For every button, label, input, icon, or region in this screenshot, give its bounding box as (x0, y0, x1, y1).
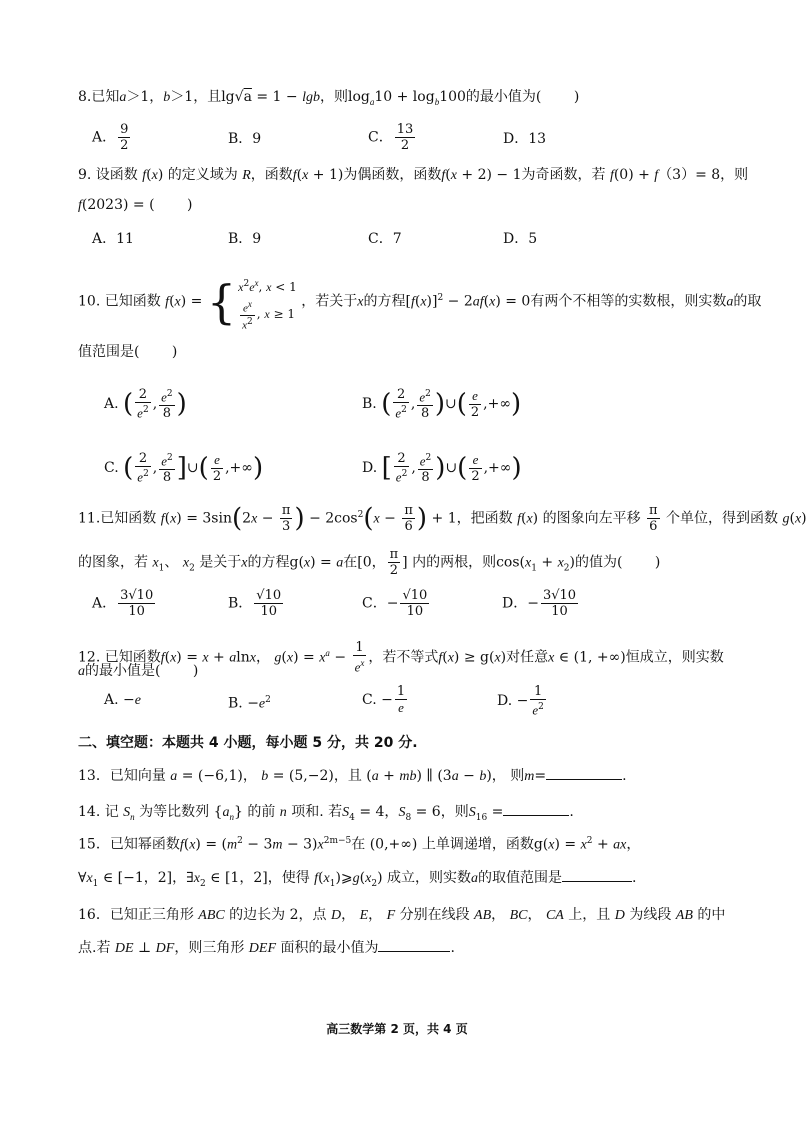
q9-option-c[interactable]: C．7 (368, 231, 402, 247)
q12-option-a[interactable]: A. −e (104, 692, 141, 708)
section-2-heading: 二、填空题：本题共 4 小题，每小题 5 分，共 20 分. (78, 735, 418, 751)
page-footer: 高三数学第 2 页，共 4 页 (326, 1022, 468, 1036)
q9-option-b[interactable]: B．9 (228, 231, 262, 247)
q8-option-a[interactable]: A． $\frac{9}{2}$ (92, 122, 129, 153)
q12-stem: 12. 已知函数f(x) = x + alnx， $g(x) = x^a$ − $\frac{1}{e^x}$ ，若不等式f(x) ≥ g(x)对任意x ∈ (1, +∞)恒成立，则实数 (78, 640, 724, 675)
q11-option-c[interactable]: C．− $\frac{√10}{10}$ (362, 588, 428, 619)
q9-stem-line2: f(2023) = ( ) (78, 197, 193, 213)
q15-answer-blank[interactable] (562, 867, 632, 882)
q10-stem: 10. 已知函数 f(x) = { $x^2e^x$, x < 1 $\frac{e^x}{x^2}$ , x ≥ 1 ，若关于x的方程$[f(x)]^2 - 2af(x) = 0$有两个不相等的实数根，则实数a的取 (78, 274, 762, 332)
q15-line2: $\forall x_1$ ∈ [−1，2]，$\exists x_2$ ∈ [1，2]，使得 $f(x_1)⩾g(x_2)$ 成立，则实数a的取值范围是 . (78, 867, 636, 894)
q11-option-d[interactable]: D．− $\frac{3√10}{10}$ (502, 588, 577, 619)
q15-line1: 15．已知幂函数$f(x) = (m^2 - 3m - 3)x^{2m-5}$在 (0,+∞) 上单调递增，函数$g(x) = x^2$ + ax， (78, 836, 641, 853)
q8-option-d[interactable]: D．13 (503, 131, 547, 147)
q11-stem-line2: 的图象，若 $x_1$、 $x_2$ 是关于x的方程g(x) = a在[0， $\frac{\pi}{2}$ ] 内的两根，则$\cos(x_1 + x_2)$的值为( ) (78, 547, 661, 578)
q9-option-d[interactable]: D．5 (503, 231, 538, 247)
q9-option-a[interactable]: A．11 (92, 231, 134, 247)
q12-option-b[interactable]: B. $-e^2$ (228, 695, 271, 712)
q14-answer-blank[interactable] (503, 801, 569, 816)
q12-option-c[interactable]: C. − $\frac{1}{e}$ (362, 684, 406, 715)
q12-option-d[interactable]: D. − $\frac{1}{e^2}$ (497, 684, 544, 718)
q12-stem-line2: a的最小值是( ) (78, 663, 199, 679)
q8-option-b[interactable]: B．9 (228, 131, 262, 147)
q10-option-d[interactable]: D. [ $\frac{2}{e^2}$ , $\frac{e^2}{8}$ )∪( $\frac{e}{2}$ ,+∞) (362, 451, 522, 486)
q10-option-a[interactable]: A. ( $\frac{2}{e^2}$ , $\frac{e^2}{8}$ ) (104, 387, 187, 422)
q13: 13．已知向量 a = (−6,1)， b = (5,−2)，且 (a + mb) ∥ (3a − b)， 则m= . (78, 765, 627, 787)
q8-stem: 8.已知a＞1，b＞1，且lg√a = 1 − lgb，则$\log_a10 + \log_b100$的最小值为( ) (78, 89, 580, 107)
q10-option-b[interactable]: B. ( $\frac{2}{e^2}$ , $\frac{e^2}{8}$ )∪( $\frac{e}{2}$ ,+∞) (362, 387, 522, 422)
q16-line1: 16．已知正三角形 ABC 的边长为 2，点 D， E， F 分别在线段 AB， BC， CA 上，且 D 为线段 AB 的中 (78, 907, 726, 923)
q16-line2: 点.若 DE ⊥ DF，则三角形 DEF 面积的最小值为 . (78, 937, 455, 959)
q13-answer-blank[interactable] (546, 765, 622, 780)
q11-option-a[interactable]: A． $\frac{3√10}{10}$ (92, 588, 154, 619)
q9-stem: 9. 设函数 f(x) 的定义域为 R，函数f(x + 1)为偶函数，函数f(x + 2) − 1为奇函数，若 f(0) + f（3）= 8，则 (78, 167, 749, 183)
q10-stem-line2: 值范围是( ) (78, 344, 178, 360)
q11-stem: 11.已知函数 f(x) = 3sin(2x − $\frac{\pi}{3}$ ) − $2\cos^2(x$ − $\frac{\pi}{6}$ ) + 1，把函数 f(x) 的图象向左平移 $\frac{\pi}{6}$ 个单位，得到函数 g(x) (78, 503, 807, 534)
q16-answer-blank[interactable] (378, 937, 450, 952)
q11-option-b[interactable]: B． $\frac{√10}{10}$ (228, 588, 282, 619)
q8-option-c[interactable]: C． $\frac{13}{2}$ (368, 122, 414, 153)
q10-option-c[interactable]: C. ( $\frac{2}{e^2}$ , $\frac{e^2}{8}$ ]∪( $\frac{e}{2}$ ,+∞) (104, 451, 264, 486)
q14: 14. 记 $S_n$ 为等比数列 $\{a_n\}$ 的前 n 项和. 若$S_4 = 4$，$S_8 = 6$，则$S_{16}$ = . (78, 801, 574, 828)
